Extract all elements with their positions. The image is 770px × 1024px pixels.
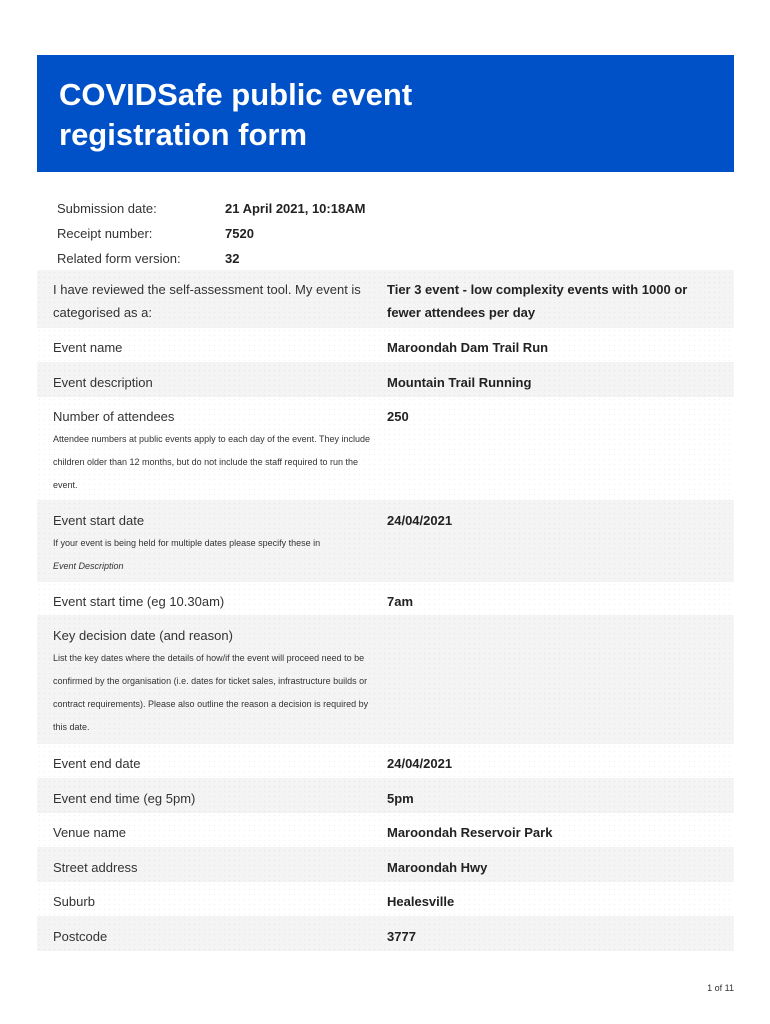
field-help-attendees: Attendee numbers at public events apply to each day of the event. They include children older than 12 months, but do not include the staff required to run the event. bbox=[53, 434, 371, 490]
receipt-number-label: Receipt number: bbox=[57, 226, 153, 241]
field-value-start-time: 7am bbox=[387, 594, 414, 609]
receipt-number-row bbox=[57, 221, 717, 246]
field-row-postcode bbox=[37, 917, 734, 951]
field-label-tier: I have reviewed the self-assessment tool. My event is categorised as a: bbox=[53, 282, 361, 320]
page-title: COVIDSafe public event registration form bbox=[59, 77, 413, 152]
field-question bbox=[53, 856, 387, 873]
field-question bbox=[53, 278, 387, 319]
field-value-tier: Tier 3 event - low complexity events with 1000 or fewer attendees per day bbox=[387, 282, 688, 320]
field-row-attendees bbox=[37, 397, 734, 501]
field-row-suburb bbox=[37, 882, 734, 917]
field-value-suburb: Healesville bbox=[387, 894, 455, 909]
field-value-key-decision bbox=[387, 624, 718, 735]
field-help-start-date-text: If your event is being held for multiple dates please specify these in bbox=[53, 538, 321, 548]
field-row-street bbox=[37, 848, 734, 882]
field-label-suburb: Suburb bbox=[53, 894, 95, 909]
form-header bbox=[37, 55, 734, 172]
field-row-event-description bbox=[37, 363, 734, 397]
submission-date-value: 21 April 2021, 10:18AM bbox=[225, 201, 366, 216]
field-question bbox=[53, 624, 387, 735]
submission-date-row bbox=[57, 196, 717, 221]
field-value-end-date: 24/04/2021 bbox=[387, 756, 453, 771]
field-question bbox=[53, 371, 387, 388]
field-help-start-date-italic: Event Description bbox=[53, 561, 124, 571]
field-value-street: Maroondah Hwy bbox=[387, 860, 488, 875]
field-question bbox=[53, 752, 387, 770]
field-question bbox=[53, 890, 387, 908]
form-fields-table bbox=[37, 270, 734, 951]
field-row-end-date bbox=[37, 744, 734, 779]
field-label-end-date: Event end date bbox=[53, 756, 141, 771]
field-row-tier bbox=[37, 270, 734, 328]
field-row-key-decision bbox=[37, 616, 734, 744]
field-label-event-name: Event name bbox=[53, 340, 123, 355]
field-question bbox=[53, 787, 387, 804]
field-row-start-date bbox=[37, 501, 734, 582]
form-version-value: 32 bbox=[225, 251, 240, 266]
field-row-start-time bbox=[37, 582, 734, 616]
field-value-postcode: 3777 bbox=[387, 929, 416, 944]
field-value-start-date: 24/04/2021 bbox=[387, 513, 453, 528]
receipt-number-value: 7520 bbox=[225, 226, 254, 241]
field-value-venue: Maroondah Reservoir Park bbox=[387, 825, 553, 840]
field-value-event-name: Maroondah Dam Trail Run bbox=[387, 340, 549, 355]
field-label-postcode: Postcode bbox=[53, 929, 108, 944]
field-label-event-description: Event description bbox=[53, 375, 153, 390]
field-row-event-name bbox=[37, 328, 734, 363]
field-label-start-date: Event start date bbox=[53, 513, 145, 528]
field-question bbox=[53, 925, 387, 942]
field-question bbox=[53, 590, 387, 607]
field-value-end-time: 5pm bbox=[387, 791, 414, 806]
field-label-attendees: Number of attendees bbox=[53, 409, 175, 424]
field-row-venue bbox=[37, 813, 734, 848]
field-value-attendees: 250 bbox=[387, 409, 409, 424]
field-label-start-time: Event start time (eg 10.30am) bbox=[53, 594, 225, 609]
field-question bbox=[53, 821, 387, 839]
submission-date-label: Submission date: bbox=[57, 201, 157, 216]
field-question bbox=[53, 405, 387, 492]
form-version-row bbox=[57, 246, 717, 271]
form-version-label: Related form version: bbox=[57, 251, 181, 266]
field-question bbox=[53, 336, 387, 354]
submission-meta bbox=[57, 196, 717, 271]
field-help-start-date bbox=[53, 532, 377, 578]
field-help-key-decision: List the key dates where the details of how/if the event will proceed need to be confirmed by the organisation (i.e. dates for ticket sales, infrastructure builds or contract requirements). Please also outline the reason a decision is required by this date. bbox=[53, 653, 369, 732]
field-value-event-description: Mountain Trail Running bbox=[387, 375, 532, 390]
field-label-end-time: Event end time (eg 5pm) bbox=[53, 791, 196, 806]
field-row-end-time bbox=[37, 779, 734, 813]
page-number: 1 of 11 bbox=[707, 983, 734, 993]
field-label-venue: Venue name bbox=[53, 825, 127, 840]
field-question bbox=[53, 509, 387, 573]
field-label-street: Street address bbox=[53, 860, 138, 875]
field-label-key-decision: Key decision date (and reason) bbox=[53, 628, 233, 643]
